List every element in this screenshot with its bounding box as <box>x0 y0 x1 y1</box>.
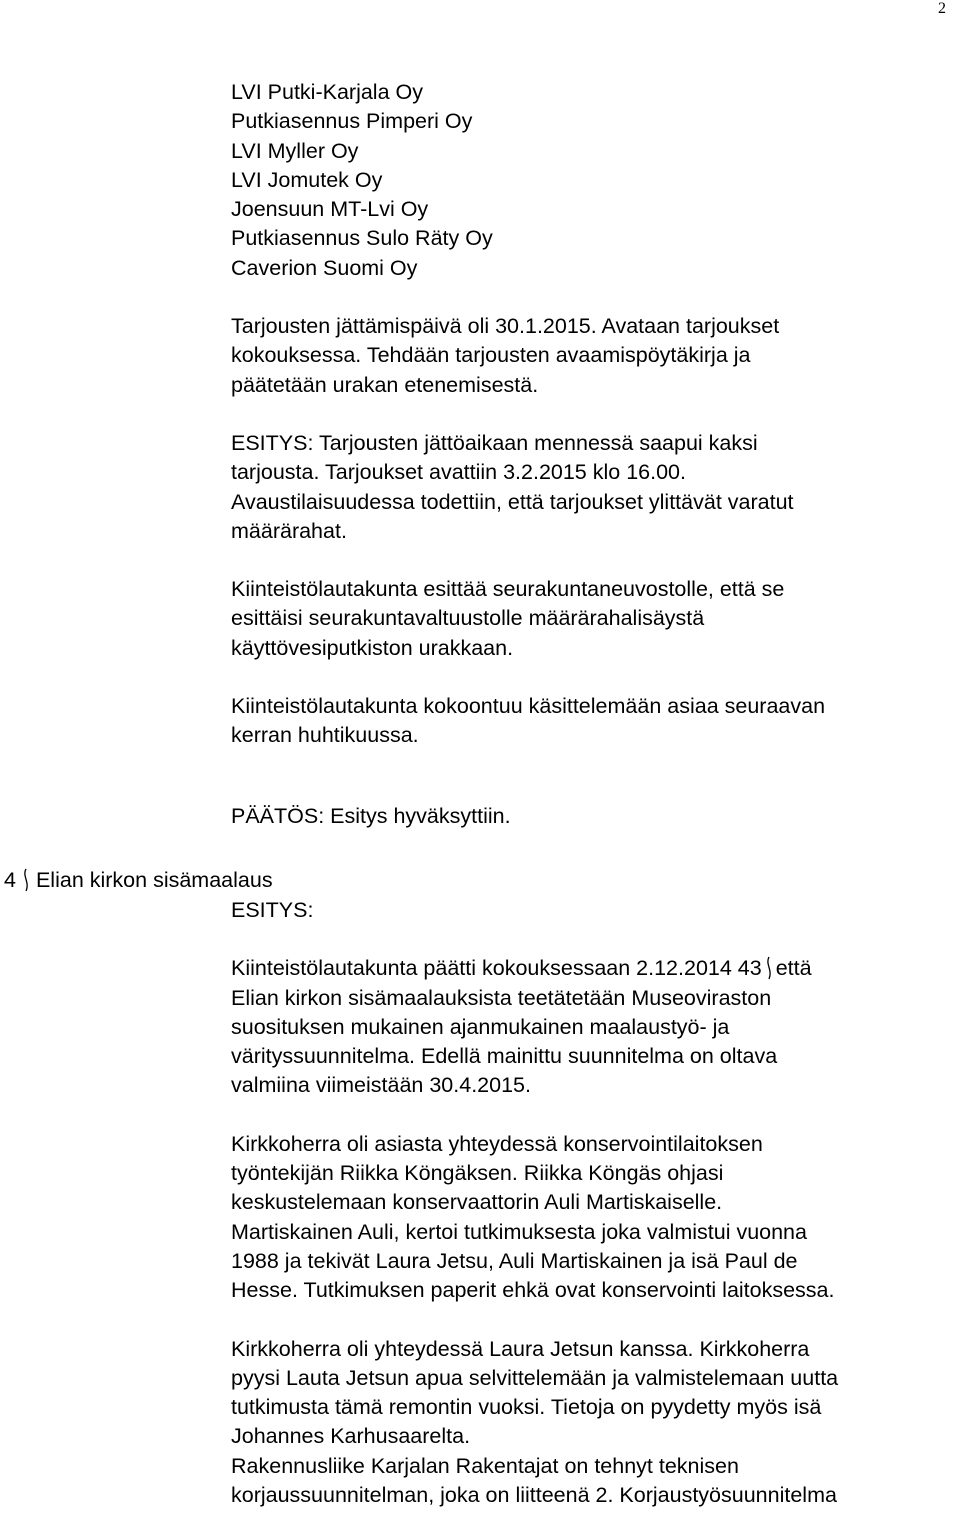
text-line: pyysi Lauta Jetsun apua selvittelemään ja valmistelemaan uutta <box>231 1365 839 1390</box>
company-item: Putkiasennus Sulo Räty Oy <box>231 226 493 251</box>
text-line: esittäisi seurakuntavaltuustolle määrärahalisäystä <box>231 606 705 631</box>
paragraph-next-meeting <box>231 692 951 751</box>
company-item: LVI Jomutek Oy <box>231 167 383 192</box>
text-line: korjaussuunnitelman, joka on liitteenä 2. Korjaustyösuunnitelma <box>231 1482 837 1507</box>
paragraph-painting-decision <box>231 954 951 1100</box>
text-line: kerran huhtikuussa. <box>231 723 419 748</box>
text-line: valmiina viimeistään 30.4.2015. <box>231 1073 531 1098</box>
company-item: Joensuun MT-Lvi Oy <box>231 197 429 222</box>
text-line: Rakennusliike Karjalan Rakentajat on tehnyt teknisen <box>231 1453 739 1478</box>
text-line: suosituksen mukainen ajanmukainen maalaustyö- ja <box>231 1014 730 1039</box>
text-line: Kiinteistölautakunta kokoontuu käsittelemään asiaa seuraavan <box>231 694 826 719</box>
text-line-part: että <box>775 956 812 981</box>
text-line: kokouksessa. Tehdään tarjousten avaamispöytäkirja ja <box>231 343 751 368</box>
paragraph-bid-deadline <box>231 312 951 400</box>
paragraph-conservation <box>231 1130 951 1306</box>
paragraph-research <box>231 1335 951 1511</box>
text-line: työntekijän Riikka Köngäksen. Riikka Köngäs ohjasi <box>231 1161 724 1186</box>
section-sign-icon <box>763 956 775 980</box>
text-line: ESITYS: Tarjousten jättöaikaan mennessä saapui kaksi <box>231 430 758 455</box>
text-line: päätetään urakan etenemisestä. <box>231 372 539 397</box>
section-heading <box>4 866 273 895</box>
paragraph-proposal <box>231 429 951 546</box>
text-line: tutkimusta tämä remontin vuoksi. Tietoja on pyydetty myös isä <box>231 1395 822 1420</box>
text-line: Johannes Karhusaarelta. <box>231 1424 471 1449</box>
text-line: Kirkkoherra oli yhteydessä Laura Jetsun kanssa. Kirkkoherra <box>231 1336 810 1361</box>
company-item: Putkiasennus Pimperi Oy <box>231 109 473 134</box>
section-title: Elian kirkon sisämaalaus <box>35 868 273 892</box>
paragraph-committee-proposal <box>231 575 951 663</box>
text-line: Avaustilaisuudessa todettiin, että tarjoukset ylittävät varatut <box>231 489 794 514</box>
text-line <box>231 954 951 983</box>
document-body <box>231 78 951 1510</box>
page-number: 2 <box>938 0 946 17</box>
text-line: Kiinteistölautakunta esittää seurakuntaneuvostolle, että se <box>231 577 785 602</box>
text-line: tarjousta. Tarjoukset avattiin 3.2.2015 klo 16.00. <box>231 460 686 485</box>
decision-text: PÄÄTÖS: Esitys hyväksyttiin. <box>231 803 511 828</box>
text-line: määrärahat. <box>231 518 347 543</box>
section-number: 4 <box>4 868 16 892</box>
section-sign-icon <box>20 868 32 892</box>
text-line: Tarjousten jättämispäivä oli 30.1.2015. Avataan tarjoukset <box>231 314 780 339</box>
text-line: Kirkkoherra oli asiasta yhteydessä konservointilaitoksen <box>231 1131 763 1156</box>
company-item: LVI Putki-Karjala Oy <box>231 80 423 104</box>
company-list <box>231 78 951 283</box>
text-line: Martiskainen Auli, kertoi tutkimuksesta joka valmistui vuonna <box>231 1219 807 1244</box>
text-line: värityssuunnitelma. Edellä mainittu suunnitelma on oltava <box>231 1044 778 1069</box>
text-line: Elian kirkon sisämaalauksista teetätetään Museoviraston <box>231 985 772 1010</box>
section-esitys-label: ESITYS: <box>231 897 314 922</box>
text-line-part: Kiinteistölautakunta päätti kokouksessaan 2.12.2014 43 <box>231 956 762 981</box>
text-line: Hesse. Tutkimuksen paperit ehkä ovat konservointi laitoksessa. <box>231 1278 835 1303</box>
text-line: käyttövesiputkiston urakkaan. <box>231 635 514 660</box>
text-line: keskustelemaan konservaattorin Auli Martiskaiselle. <box>231 1190 723 1215</box>
company-item: LVI Myller Oy <box>231 138 359 163</box>
text-line: 1988 ja tekivät Laura Jetsu, Auli Martiskainen ja isä Paul de <box>231 1248 798 1273</box>
company-item: Caverion Suomi Oy <box>231 255 418 280</box>
